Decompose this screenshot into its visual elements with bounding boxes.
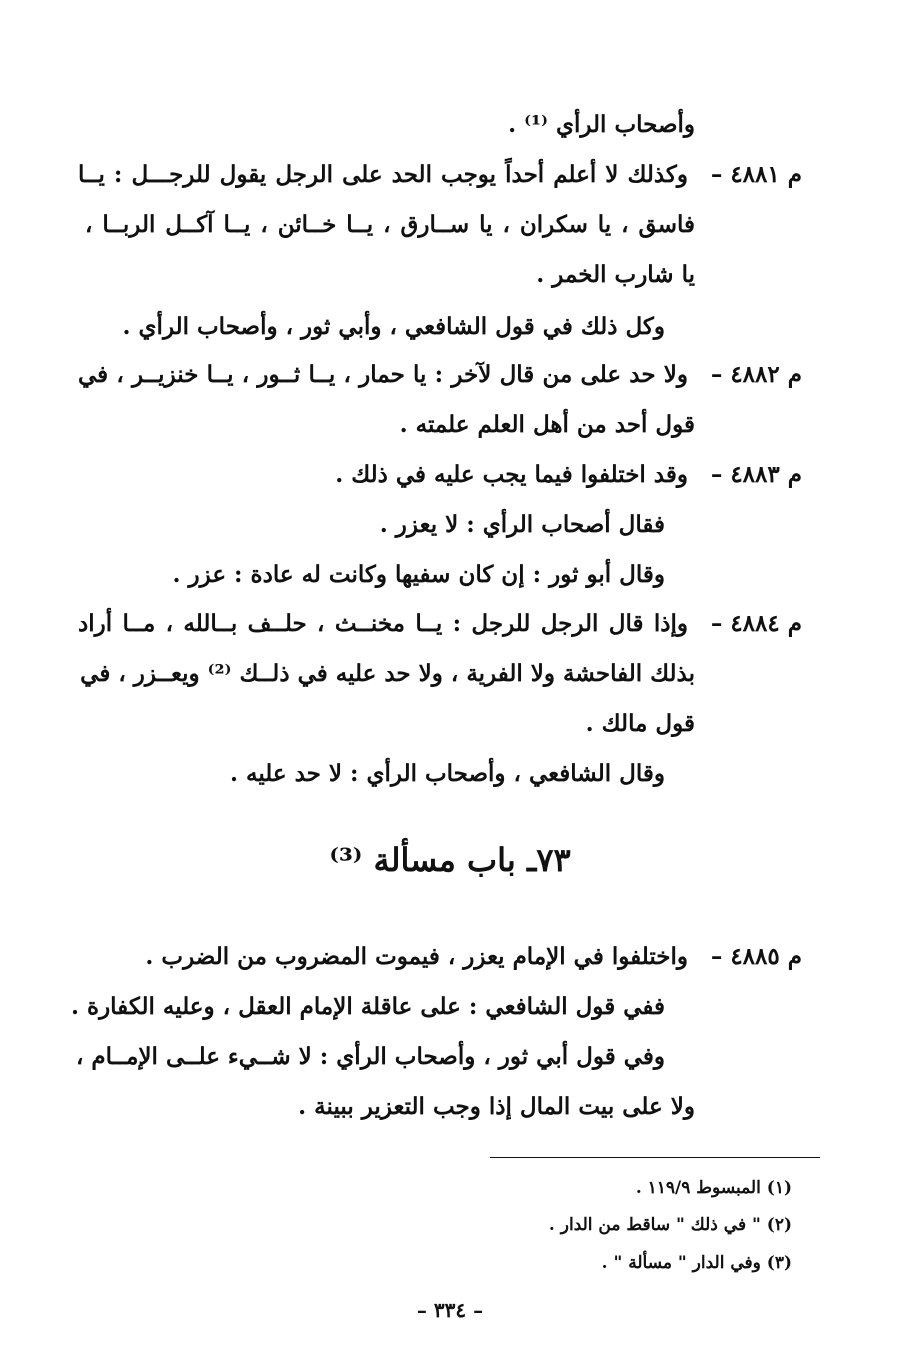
footnote-separator	[490, 1157, 820, 1158]
text-line: يا شارب الخمر .	[536, 261, 695, 288]
text-line: واختلفوا في الإمام يعزر ، فيموت المضروب من الضرب .	[145, 943, 688, 970]
text-line: وفي قول أبي ثور ، وأصحاب الرأي : لا شــيء علــى الإمــام ،	[75, 1043, 665, 1070]
paragraph-number: م ٤٨٨٢ –	[710, 361, 802, 388]
text-line: وكل ذلك في قول الشافعي ، وأبي ثور ، وأصحاب الرأي .	[122, 313, 665, 340]
footnote: (٢) " في ذلك " ساقط من الدار .	[548, 1215, 792, 1235]
text-line: قول أحد من أهل العلم علمته .	[399, 411, 695, 438]
text-line: وكذلك لا أعلم أحداً يوجب الحد على الرجل يقول للرجـــل : يــا	[78, 161, 688, 188]
paragraph-number: م ٤٨٨٥ –	[710, 943, 802, 970]
text-line: وقال الشافعي ، وأصحاب الرأي : لا حد عليه .	[229, 760, 665, 787]
text-line: قول مالك .	[585, 710, 695, 737]
paragraph-number: م ٤٨٨٣ –	[710, 461, 802, 488]
paragraph-number: م ٤٨٨١ –	[710, 161, 802, 188]
text-line: ففي قول الشافعي : على عاقلة الإمام العقل ، وعليه الكفارة .	[71, 993, 665, 1020]
paragraph-number: م ٤٨٨٤ –	[710, 610, 802, 637]
page-number: – ٣٣٤ –	[416, 1298, 484, 1322]
text-line: وقد اختلفوا فيما يجب عليه في ذلك .	[335, 461, 688, 488]
section-heading: ٧٣ـ باب مسألة ⁽³⁾	[329, 841, 571, 879]
text-line: بذلك الفاحشة ولا الفرية ، ولا حد عليه في ذلــك ⁽²⁾ ويعــزر ، في	[80, 660, 695, 687]
text-line: فقال أصحاب الرأي : لا يعزر .	[379, 511, 665, 538]
text-line: وأصحاب الرأي ⁽¹⁾ .	[508, 111, 695, 138]
text-line: وإذا قال الرجل للرجل : يــا مخنــث ، حلــف بــالله ، مــا أراد	[78, 610, 688, 637]
text-line: فاسق ، يا سكران ، يا ســارق ، يــا خــائن ، يــا آكــل الربــا ،	[85, 211, 695, 238]
text-line: وقال أبو ثور : إن كان سفيها وكانت له عادة : عزر .	[172, 561, 665, 588]
text-line: ولا حد على من قال لآخر : يا حمار ، يــا ثــور ، يــا خنزيــر ، في	[78, 361, 688, 388]
footnote: (١) المبسوط ١١٩/٩ .	[635, 1178, 792, 1198]
text-line: ولا على بيت المال إذا وجب التعزير ببينة .	[298, 1093, 695, 1120]
footnote: (٣) وفي الدار " مسألة " .	[601, 1253, 792, 1273]
